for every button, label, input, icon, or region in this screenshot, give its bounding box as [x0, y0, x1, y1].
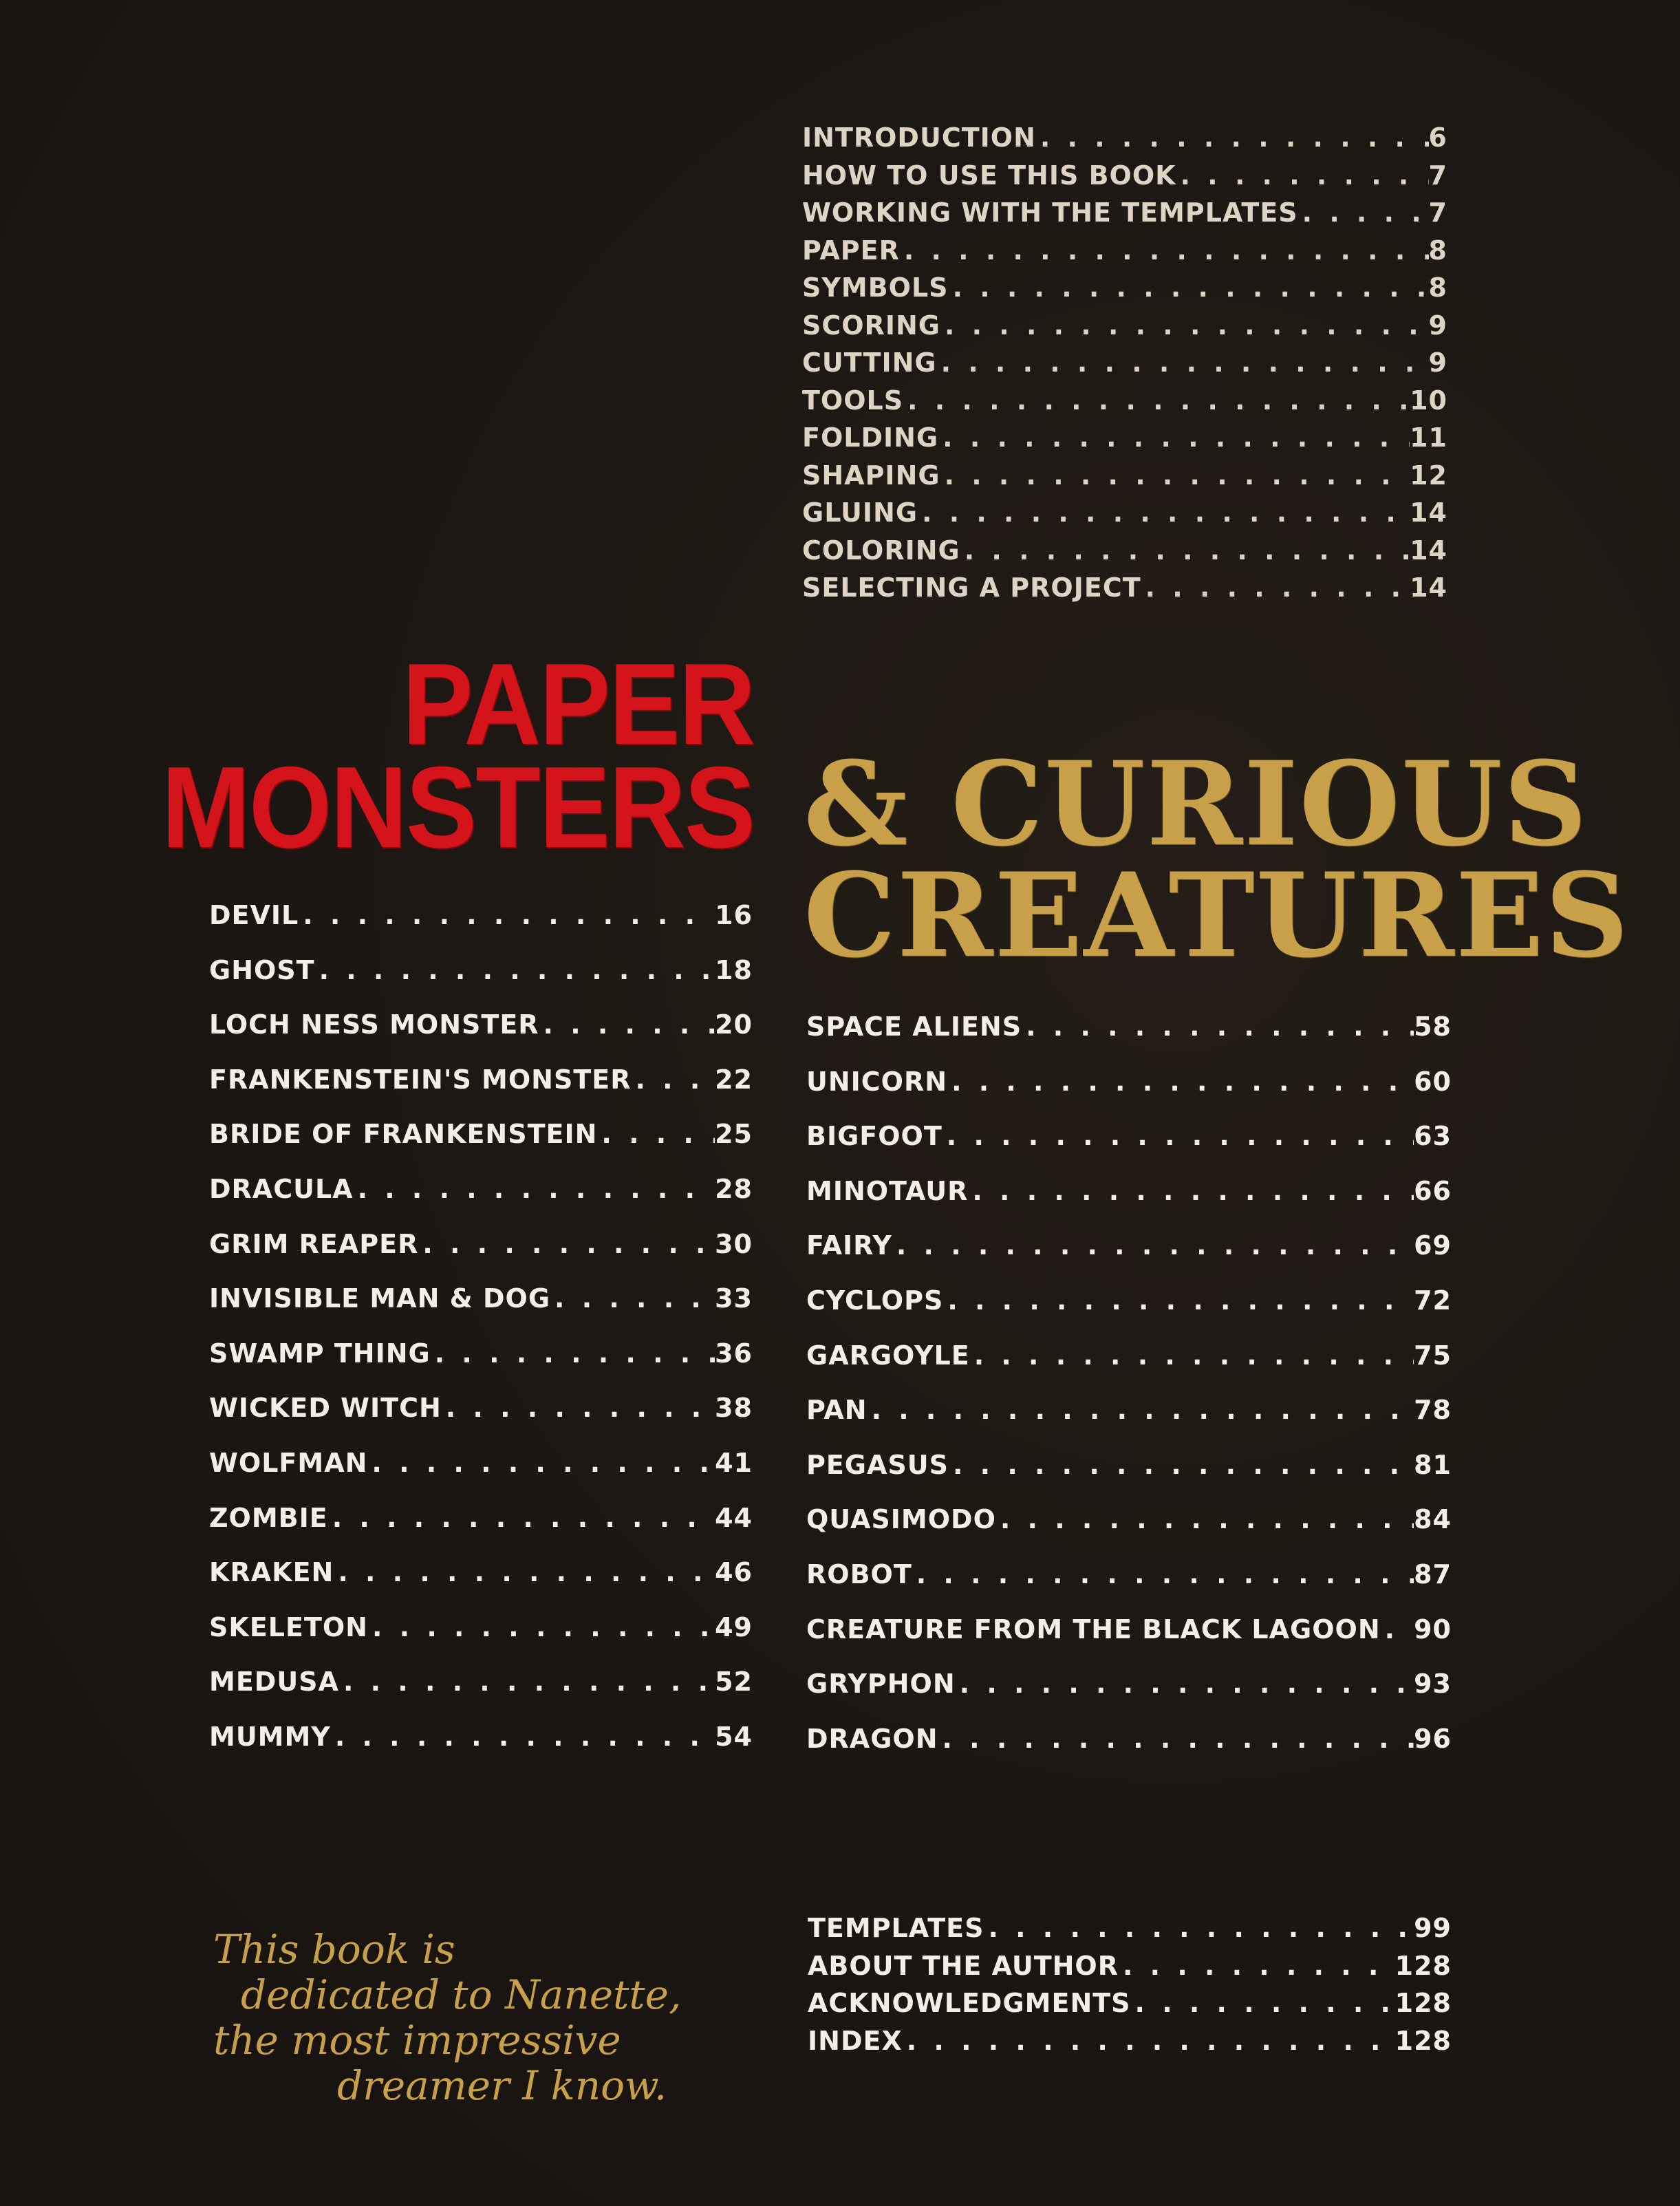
- toc-entry-title: ZOMBIE: [209, 1502, 328, 1533]
- dot-leader: [970, 1340, 1414, 1371]
- toc-entry-title: ABOUT THE AUTHOR: [808, 1950, 1119, 1981]
- toc-entry[interactable]: [802, 572, 1447, 610]
- toc-entry[interactable]: [209, 1667, 753, 1722]
- toc-entry-page: 128: [1394, 2025, 1452, 2056]
- toc-entry-title: GHOST: [209, 954, 315, 985]
- dot-leader: [299, 900, 715, 930]
- toc-entry-title: GRIM REAPER: [209, 1228, 419, 1259]
- toc-entry-title: DEVIL: [209, 900, 299, 930]
- dot-leader: [367, 1448, 715, 1478]
- dot-leader: [550, 1283, 715, 1314]
- toc-entry[interactable]: [806, 1504, 1452, 1559]
- toc-entry[interactable]: [806, 1724, 1452, 1779]
- toc-entry-page: 14: [1410, 497, 1447, 528]
- dot-leader: [949, 1450, 1414, 1480]
- toc-entry-title: LOCH NESS MONSTER: [209, 1009, 539, 1040]
- toc-entry-page: 7: [1428, 197, 1447, 228]
- toc-entry[interactable]: [802, 460, 1447, 498]
- toc-entry[interactable]: [806, 1450, 1452, 1505]
- toc-entry-page: 16: [715, 900, 753, 930]
- dot-leader: [431, 1338, 715, 1369]
- dot-leader: [900, 235, 1429, 266]
- toc-entry-page: 81: [1414, 1449, 1452, 1480]
- dot-leader: [868, 1395, 1414, 1425]
- toc-entry-title: ROBOT: [806, 1559, 912, 1589]
- toc-entry[interactable]: [806, 1669, 1452, 1724]
- toc-entry-title: UNICORN: [806, 1066, 948, 1097]
- toc-entry-page: 93: [1414, 1669, 1452, 1700]
- toc-entry[interactable]: [209, 1722, 753, 1777]
- toc-entry-page: 96: [1414, 1723, 1452, 1754]
- toc-entry-title: TOOLS: [802, 385, 904, 416]
- toc-entry-title: SKELETON: [209, 1611, 368, 1642]
- toc-entry[interactable]: [802, 310, 1447, 348]
- dot-leader: [418, 1229, 715, 1259]
- title-curious: & CURIOUS: [804, 736, 1589, 872]
- toc-entry[interactable]: [802, 422, 1447, 460]
- toc-entry[interactable]: [209, 1557, 753, 1612]
- dot-leader: [956, 1669, 1414, 1699]
- dot-leader: [539, 1009, 715, 1040]
- toc-entry-page: 36: [715, 1338, 753, 1369]
- toc-entry-title: GLUING: [802, 497, 918, 528]
- toc-entry-page: 11: [1410, 422, 1447, 453]
- toc-entry-title: MEDUSA: [209, 1667, 339, 1698]
- toc-entry-title: MINOTAUR: [806, 1175, 969, 1206]
- toc-entry-title: WICKED WITCH: [209, 1393, 442, 1424]
- toc-entry-page: 14: [1410, 535, 1447, 566]
- toc-entry[interactable]: [802, 160, 1447, 198]
- dot-leader: [937, 347, 1429, 378]
- dot-leader: [315, 955, 715, 985]
- toc-entry[interactable]: [209, 1448, 753, 1503]
- toc-entry[interactable]: [806, 1614, 1452, 1669]
- toc-entry-title: QUASIMODO: [806, 1504, 996, 1535]
- dot-leader: [1381, 1614, 1414, 1645]
- toc-entry-title: BRIDE OF FRANKENSTEIN: [209, 1119, 598, 1150]
- toc-entry[interactable]: [802, 272, 1447, 310]
- toc-entry-title: ACKNOWLEDGMENTS: [808, 1988, 1131, 2018]
- dot-leader: [940, 460, 1410, 491]
- dot-leader: [984, 1913, 1414, 1943]
- toc-entry-page: 6: [1428, 122, 1447, 153]
- toc-entry-title: FOLDING: [802, 422, 939, 453]
- toc-entry-title: FAIRY: [806, 1230, 892, 1261]
- dot-leader: [903, 385, 1410, 416]
- toc-entry-page: 9: [1428, 347, 1447, 378]
- toc-entry-page: 9: [1428, 310, 1447, 341]
- toc-entry[interactable]: [802, 347, 1447, 385]
- toc-entry-title: CREATURE FROM THE BLACK LAGOON: [806, 1614, 1381, 1645]
- toc-entry-page: 30: [715, 1228, 753, 1259]
- toc-entry[interactable]: [808, 1988, 1452, 2026]
- toc-entry-page: 84: [1414, 1504, 1452, 1535]
- toc-entry[interactable]: [808, 1951, 1452, 1989]
- toc-entry-title: WORKING WITH THE TEMPLATES: [802, 197, 1298, 228]
- toc-entry-title: COLORING: [802, 535, 960, 566]
- creatures-toc: [806, 1011, 1452, 1778]
- toc-entry-page: 33: [715, 1283, 753, 1314]
- toc-entry[interactable]: [209, 1009, 753, 1064]
- toc-entry[interactable]: [209, 1612, 753, 1667]
- toc-entry-title: KRAKEN: [209, 1557, 334, 1588]
- toc-entry-title: GRYPHON: [806, 1669, 956, 1700]
- dot-leader: [892, 1230, 1414, 1261]
- toc-entry[interactable]: [806, 1011, 1452, 1067]
- dot-leader: [442, 1393, 715, 1423]
- toc-entry-title: MUMMY: [209, 1721, 331, 1752]
- title-monsters: MONSTERS: [161, 742, 754, 872]
- toc-entry-title: WOLFMAN: [209, 1447, 368, 1478]
- toc-entry-page: 41: [715, 1447, 753, 1478]
- toc-entry-page: 8: [1428, 272, 1447, 303]
- dedication-line: dedicated to Nanette,: [241, 1971, 682, 2018]
- toc-entry-page: 46: [715, 1557, 753, 1588]
- dot-leader: [949, 272, 1429, 303]
- toc-entry-title: SELECTING A PROJECT: [802, 572, 1141, 603]
- dot-leader: [940, 310, 1429, 341]
- toc-entry-title: SHAPING: [802, 460, 940, 491]
- dedication-line: the most impressive: [213, 2017, 621, 2064]
- toc-entry[interactable]: [209, 1064, 753, 1120]
- toc-entry[interactable]: [802, 235, 1447, 273]
- dot-leader: [1141, 572, 1410, 603]
- toc-entry[interactable]: [209, 955, 753, 1010]
- toc-entry-title: FRANKENSTEIN'S MONSTER: [209, 1064, 632, 1095]
- toc-entry[interactable]: [209, 1283, 753, 1338]
- toc-entry-page: 25: [715, 1119, 753, 1150]
- toc-entry-page: 128: [1394, 1988, 1452, 2018]
- toc-entry-title: TEMPLATES: [808, 1913, 984, 1943]
- toc-entry-title: PAPER: [802, 235, 900, 266]
- toc-entry-title: SYMBOLS: [802, 272, 949, 303]
- toc-entry-page: 52: [715, 1667, 753, 1698]
- toc-entry[interactable]: [808, 2026, 1452, 2064]
- toc-entry-page: 14: [1410, 572, 1447, 603]
- toc-entry-page: 54: [715, 1721, 753, 1752]
- toc-entry-page: 49: [715, 1611, 753, 1642]
- dot-leader: [331, 1722, 715, 1752]
- dot-leader: [943, 1285, 1414, 1316]
- toc-entry-page: 7: [1428, 160, 1447, 191]
- dedication: [206, 1927, 681, 2108]
- toc-entry-page: 28: [715, 1173, 753, 1204]
- dot-leader: [597, 1119, 715, 1149]
- toc-entry-title: SCORING: [802, 310, 940, 341]
- dot-leader: [938, 422, 1410, 453]
- toc-entry[interactable]: [806, 1176, 1452, 1231]
- dot-leader: [1119, 1951, 1395, 1981]
- toc-entry[interactable]: [802, 497, 1447, 535]
- dot-leader: [1131, 1988, 1395, 2018]
- dot-leader: [339, 1667, 715, 1697]
- dot-leader: [334, 1557, 715, 1587]
- toc-entry-page: 58: [1414, 1011, 1452, 1042]
- dot-leader: [354, 1174, 715, 1204]
- toc-entry[interactable]: [806, 1395, 1452, 1450]
- dot-leader: [1022, 1011, 1414, 1042]
- toc-entry-page: 72: [1414, 1285, 1452, 1316]
- toc-entry-title: PEGASUS: [806, 1449, 949, 1480]
- dot-leader: [947, 1067, 1414, 1097]
- dedication-line: dreamer I know.: [337, 2062, 667, 2109]
- title-creatures: CREATURES: [804, 847, 1630, 983]
- dot-leader: [903, 2026, 1395, 2056]
- toc-entry-page: 22: [715, 1064, 753, 1095]
- toc-entry[interactable]: [209, 1229, 753, 1284]
- toc-entry[interactable]: [806, 1067, 1452, 1122]
- toc-entry[interactable]: [806, 1285, 1452, 1340]
- toc-entry[interactable]: [806, 1559, 1452, 1614]
- dot-leader: [368, 1612, 715, 1642]
- toc-entry-page: 75: [1414, 1340, 1452, 1371]
- toc-entry-title: INTRODUCTION: [802, 122, 1036, 153]
- dedication-line: This book is: [213, 1926, 455, 1973]
- title-paper: PAPER: [402, 639, 754, 769]
- toc-entry-page: 87: [1414, 1559, 1452, 1589]
- toc-entry-page: 60: [1414, 1066, 1452, 1097]
- toc-entry-page: 78: [1414, 1395, 1452, 1426]
- toc-entry[interactable]: [209, 1503, 753, 1558]
- toc-entry-title: INVISIBLE MAN & DOG: [209, 1283, 551, 1314]
- toc-entry-page: 128: [1394, 1950, 1452, 1981]
- toc-entry-page: 69: [1414, 1230, 1452, 1261]
- toc-entry-page: 63: [1414, 1121, 1452, 1152]
- toc-entry[interactable]: [802, 197, 1447, 235]
- toc-entry[interactable]: [209, 1338, 753, 1393]
- toc-entry-page: 66: [1414, 1175, 1452, 1206]
- toc-entry[interactable]: [209, 900, 753, 955]
- toc-entry[interactable]: [806, 1121, 1452, 1176]
- dot-leader: [918, 497, 1410, 528]
- toc-entry-page: 44: [715, 1502, 753, 1533]
- dot-leader: [1036, 122, 1429, 153]
- toc-entry-page: 8: [1428, 235, 1447, 266]
- dot-leader: [328, 1503, 715, 1533]
- dot-leader: [912, 1559, 1414, 1589]
- toc-entry-title: DRACULA: [209, 1173, 354, 1204]
- toc-entry[interactable]: [806, 1340, 1452, 1395]
- toc-entry-title: PAN: [806, 1395, 868, 1426]
- toc-entry-title: BIGFOOT: [806, 1121, 943, 1152]
- monsters-toc: [209, 900, 753, 1777]
- dot-leader: [996, 1504, 1414, 1534]
- toc-entry[interactable]: [808, 1913, 1452, 1951]
- dot-leader: [943, 1121, 1414, 1151]
- dot-leader: [960, 535, 1410, 566]
- dot-leader: [1298, 197, 1429, 228]
- toc-entry-page: 18: [715, 954, 753, 985]
- toc-entry[interactable]: [802, 122, 1447, 160]
- toc-entry-page: 20: [715, 1009, 753, 1040]
- toc-entry[interactable]: [209, 1393, 753, 1448]
- toc-entry[interactable]: [802, 385, 1447, 423]
- toc-entry-page: 99: [1414, 1913, 1452, 1943]
- dot-leader: [1176, 160, 1429, 191]
- toc-entry-title: HOW TO USE THIS BOOK: [802, 160, 1176, 191]
- dot-leader: [632, 1064, 715, 1095]
- toc-entry-title: INDEX: [808, 2025, 903, 2056]
- dot-leader: [938, 1724, 1414, 1754]
- toc-entry-title: CYCLOPS: [806, 1285, 944, 1316]
- dot-leader: [968, 1176, 1414, 1206]
- toc-entry[interactable]: [802, 535, 1447, 573]
- toc-entry-page: 12: [1410, 460, 1447, 491]
- toc-entry[interactable]: [209, 1174, 753, 1229]
- toc-entry-page: 10: [1410, 385, 1447, 416]
- toc-entry-title: DRAGON: [806, 1723, 938, 1754]
- intro-toc: [802, 122, 1447, 610]
- toc-entry-title: SPACE ALIENS: [806, 1011, 1022, 1042]
- toc-entry-page: 38: [715, 1393, 753, 1424]
- toc-entry[interactable]: [806, 1230, 1452, 1285]
- toc-entry-title: SWAMP THING: [209, 1338, 431, 1369]
- toc-entry-title: GARGOYLE: [806, 1340, 970, 1371]
- toc-entry-title: CUTTING: [802, 347, 937, 378]
- toc-entry-page: 90: [1414, 1614, 1452, 1645]
- back-matter-toc: [808, 1913, 1452, 2063]
- toc-entry[interactable]: [209, 1119, 753, 1174]
